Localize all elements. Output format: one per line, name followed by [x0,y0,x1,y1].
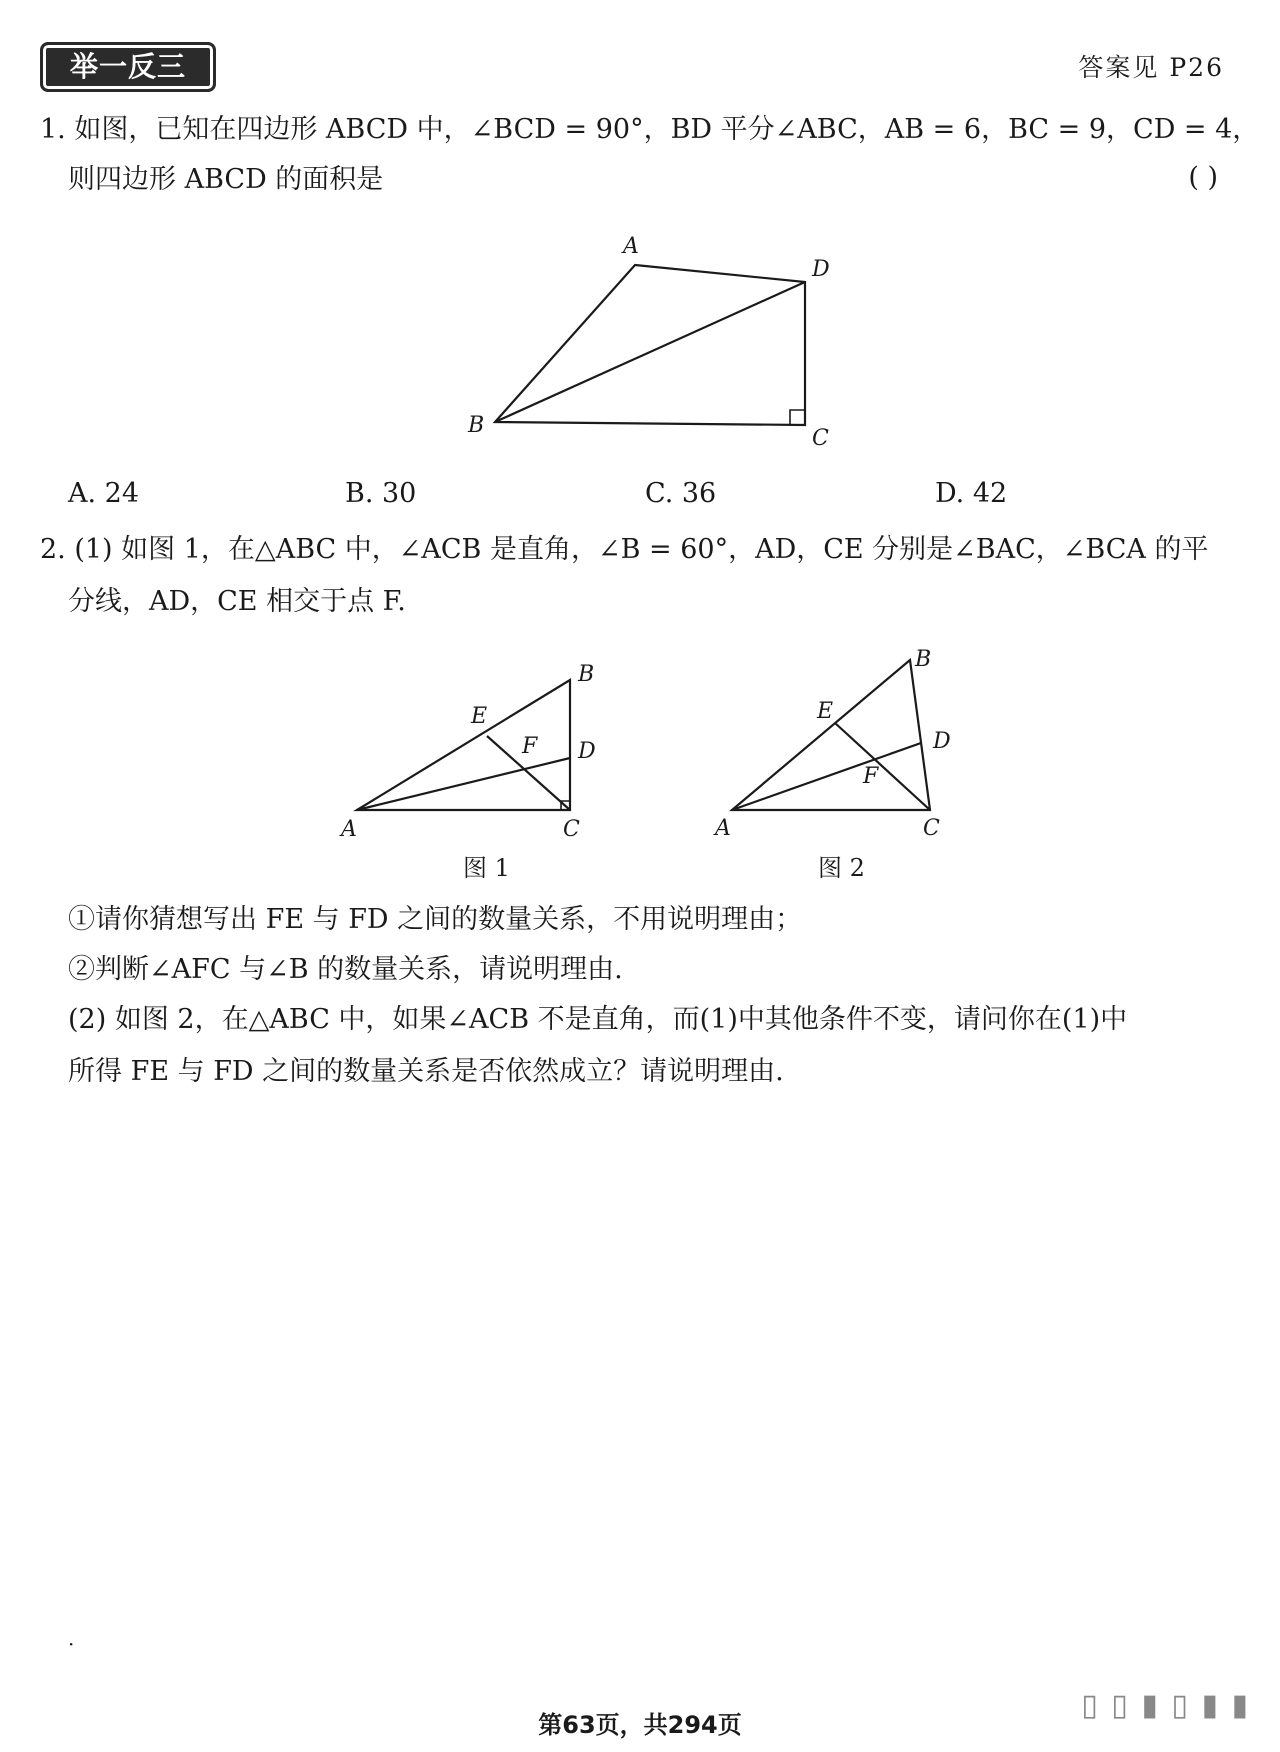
section-badge: 举一反三 [40,42,216,92]
q1-answer-paren: ( ) [1188,162,1218,193]
q2-line1: 2. (1) 如图 1，在△ABC 中，∠ACB 是直角，∠B = 60°，AD，CE 分别是∠BAC，∠BCA 的平 [40,534,1209,565]
option-c: C. 36 [645,478,717,509]
answer-reference: 答案见 P26 [1078,53,1224,82]
fig2-label-f: F [863,764,879,789]
stray-mark: · [68,1632,75,1656]
option-a: A. 24 [68,478,140,509]
q1-label-a: A [623,234,639,259]
fig2-label-e: E [817,699,834,724]
fig1-label-c: C [563,817,580,842]
q1-figure [440,220,860,460]
figure-1 [335,645,615,845]
q1-label-b: B [468,413,485,438]
q1-line1: 1. 如图，已知在四边形 ABCD 中，∠BCD = 90°，BD 平分∠ABC，AB = 6，BC = 9，CD = 4， [40,114,1260,145]
page-indicator: 第63页，共294页 [538,1711,742,1739]
q1-label-c: C [812,426,829,451]
fig2-bisector-ce [835,723,930,810]
q1-label-d: D [812,257,830,282]
fig2-label-c: C [923,816,940,841]
option-d: D. 42 [935,478,1008,509]
q1-right-angle-mark [790,410,805,425]
q2-line2: 分线，AD，CE 相交于点 F. [68,586,406,617]
option-b: B. 30 [345,478,417,509]
q1-line2: 则四边形 ABCD 的面积是 [68,164,384,195]
q2-part2-line2: 所得 FE 与 FD 之间的数量关系是否依然成立？请说明理由. [68,1056,784,1087]
fig2-triangle [732,660,930,810]
scan-bars-decoration: ▯ ▯ ▮ ▯ ▮ ▮ [1081,1688,1250,1723]
fig1-label-f: F [522,734,538,759]
fig2-label-a: A [715,816,731,841]
fig1-triangle [357,680,570,810]
fig1-bisector-ad [357,758,570,810]
figure-2 [705,640,965,845]
fig1-label-a: A [341,817,357,842]
fig2-label-d: D [933,729,951,754]
fig1-label-d: D [578,739,596,764]
q1-diagonal-bd [495,282,805,422]
fig1-caption: 图 1 [463,854,510,882]
fig1-label-b: B [578,662,595,687]
q2-sub2: ②判断∠AFC 与∠B 的数量关系，请说明理由. [68,954,623,985]
q2-part2-line1: (2) 如图 2，在△ABC 中，如果∠ACB 不是直角，而(1)中其他条件不变，请问你在(1)中 [68,1004,1128,1035]
fig1-label-e: E [471,704,488,729]
fig2-caption: 图 2 [818,854,865,882]
q2-sub1: ①请你猜想写出 FE 与 FD 之间的数量关系，不用说明理由； [68,904,803,935]
fig2-label-b: B [915,647,932,672]
